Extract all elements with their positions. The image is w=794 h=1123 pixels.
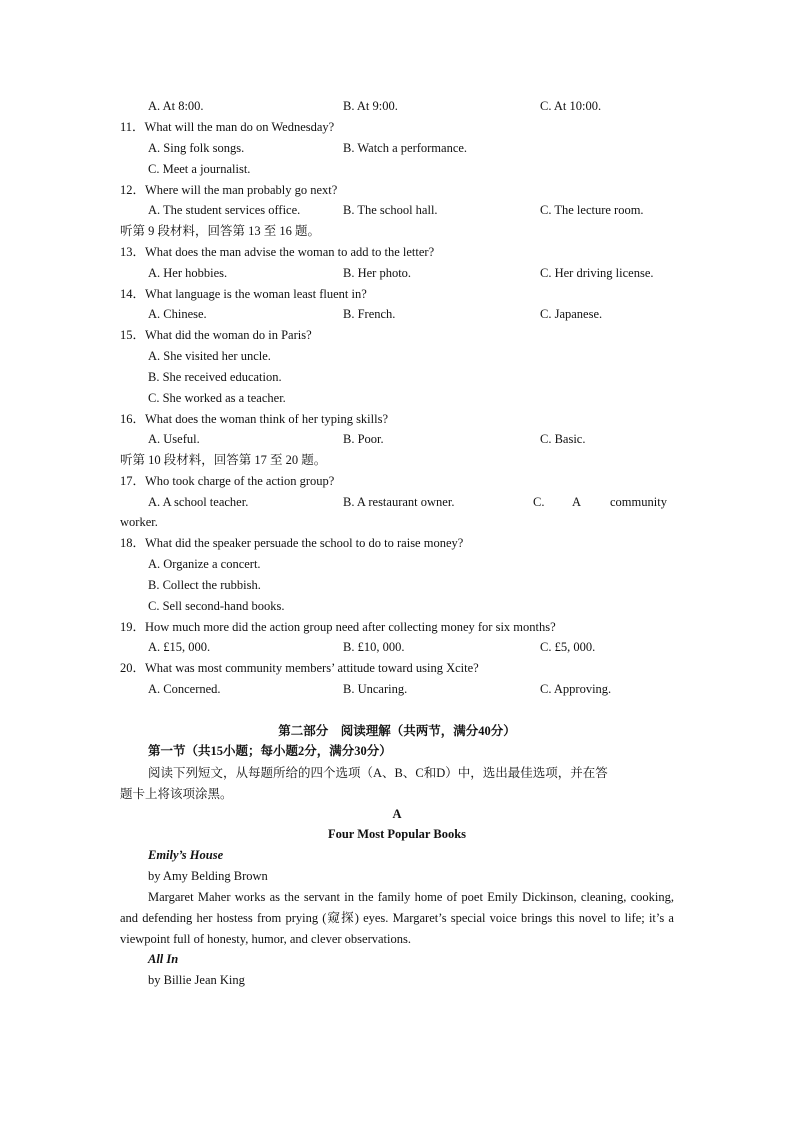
part2-instruction-1: 阅读下列短文，从每题所给的四个选项（A、B、C和D）中，选出最佳选项，并在答 xyxy=(148,766,608,780)
part2-title: 第二部分 阅读理解（共两节，满分40分） xyxy=(278,724,516,738)
q20-option-a: A. Concerned. xyxy=(148,682,221,696)
section9-line xyxy=(0,221,794,242)
book2-title: All In xyxy=(148,952,179,966)
q18-stem: 18．What did the speaker persuade the school to do to raise money? xyxy=(120,536,464,550)
section10-instruction: 听第 10 段材料，回答第 17 至 20 题。 xyxy=(120,453,327,467)
q20-stem: 20．What was most community members’ attitude toward using Xcite? xyxy=(120,661,479,675)
part2-instruction-line1 xyxy=(0,763,794,784)
q19-options xyxy=(0,637,794,658)
q10-option-c: C. At 10:00. xyxy=(540,99,602,113)
q19-option-a: A. £15, 000. xyxy=(148,640,211,654)
q19-option-b: B. £10, 000. xyxy=(343,640,405,654)
q18-option-a-line xyxy=(0,554,794,575)
q16-option-b: B. Poor. xyxy=(343,432,384,446)
q14-option-c: C. Japanese. xyxy=(540,307,603,321)
q18-option-c: C. Sell second-hand books. xyxy=(148,599,285,613)
q11-option-c: C. Meet a journalist. xyxy=(148,162,251,176)
q15-option-b-line xyxy=(0,367,794,388)
q13-options xyxy=(0,263,794,284)
q18-option-c-line xyxy=(0,596,794,617)
q13-option-c: C. Her driving license. xyxy=(540,266,654,280)
q17-option-c-wrap: worker. xyxy=(120,515,158,529)
q20-stem-line xyxy=(0,658,794,679)
q18-stem-line xyxy=(0,533,794,554)
book2-title-line xyxy=(0,949,794,970)
q10-options xyxy=(0,96,794,117)
q20-option-c: C. Approving. xyxy=(540,682,612,696)
book1-title-line xyxy=(0,845,794,866)
q17-option-c-letter: C. xyxy=(533,495,545,509)
q15-option-b: B. She received education. xyxy=(148,370,282,384)
passage-letter-line xyxy=(0,804,794,825)
part2-section1-heading: 第一节（共15小题；每小题2分，满分30分） xyxy=(148,744,392,758)
q11-options xyxy=(0,138,794,159)
passage-title-line xyxy=(0,824,794,845)
q13-option-b: B. Her photo. xyxy=(343,266,412,280)
q18-option-b: B. Collect the rubbish. xyxy=(148,578,261,592)
q17-options xyxy=(0,492,794,513)
q14-options xyxy=(0,304,794,325)
q13-stem: 13．What does the man advise the woman to add to the letter? xyxy=(120,245,435,259)
q15-stem: 15．What did the woman do in Paris? xyxy=(120,328,312,342)
part2-title-line xyxy=(0,721,794,742)
part2-instruction-line2 xyxy=(0,784,794,805)
part2-section1-line xyxy=(0,741,794,762)
q10-option-a: A. At 8:00. xyxy=(148,99,204,113)
book1-description: Margaret Maher works as the servant in the family home of poet Emily Dickinson, cleaning, cooking, and defending her hostess from prying (窥探) eyes. Margaret’s special voice brings this novel to life; it’s a viewpoint full of honesty, humor, and clever observations. xyxy=(120,890,674,946)
q16-option-a: A. Useful. xyxy=(148,432,200,446)
q14-stem: 14．What language is the woman least fluent in? xyxy=(120,287,367,301)
q11-option-b: B. Watch a performance. xyxy=(343,141,468,155)
q18-option-b-line xyxy=(0,575,794,596)
passage-title: Four Most Popular Books xyxy=(327,827,467,841)
q11-option-a: A. Sing folk songs. xyxy=(148,141,245,155)
q15-option-a-line xyxy=(0,346,794,367)
book2-author-line xyxy=(0,970,794,991)
q17-option-b: B. A restaurant owner. xyxy=(343,495,455,509)
q12-option-a: A. The student services office. xyxy=(148,203,301,217)
q13-option-a: A. Her hobbies. xyxy=(148,266,228,280)
section10-line xyxy=(0,450,794,471)
q12-option-b: B. The school hall. xyxy=(343,203,438,217)
q17-stem-line xyxy=(0,471,794,492)
q12-stem: 12．Where will the man probably go next? xyxy=(120,183,338,197)
book1-author-line xyxy=(0,866,794,887)
q19-stem-line xyxy=(0,617,794,638)
q11-options-2 xyxy=(0,159,794,180)
passage-letter: A xyxy=(392,807,402,821)
q15-option-c-line xyxy=(0,388,794,409)
book2-author: by Billie Jean King xyxy=(148,973,245,987)
part2-instruction-2: 题卡上将该项涂黑。 xyxy=(120,787,233,801)
q11-stem: 11．What will the man do on Wednesday? xyxy=(120,120,335,134)
q16-option-c: C. Basic. xyxy=(540,432,586,446)
book1-author: by Amy Belding Brown xyxy=(148,869,268,883)
q20-options xyxy=(0,679,794,700)
q13-stem-line xyxy=(0,242,794,263)
q18-option-a: A. Organize a concert. xyxy=(148,557,261,571)
q19-stem: 19．How much more did the action group need after collecting money for six months? xyxy=(120,620,556,634)
q15-option-a: A. She visited her uncle. xyxy=(148,349,271,363)
q12-stem-line xyxy=(0,180,794,201)
q17-stem: 17．Who took charge of the action group? xyxy=(120,474,335,488)
q20-option-b: B. Uncaring. xyxy=(343,682,408,696)
q12-option-c: C. The lecture room. xyxy=(540,203,644,217)
q14-stem-line xyxy=(0,284,794,305)
q14-option-a: A. Chinese. xyxy=(148,307,207,321)
q16-stem: 16．What does the woman think of her typing skills? xyxy=(120,412,389,426)
q16-stem-line xyxy=(0,409,794,430)
q15-stem-line xyxy=(0,325,794,346)
q15-option-c: C. She worked as a teacher. xyxy=(148,391,286,405)
book1-title: Emily’s House xyxy=(148,848,224,862)
q11-stem-line xyxy=(0,117,794,138)
q14-option-b: B. French. xyxy=(343,307,396,321)
q16-options xyxy=(0,429,794,450)
q17-option-c-article: A xyxy=(572,495,582,509)
q10-option-b: B. At 9:00. xyxy=(343,99,398,113)
section9-instruction: 听第 9 段材料，回答第 13 至 16 题。 xyxy=(120,224,321,238)
q17-option-c-word: community xyxy=(610,495,667,509)
q12-options xyxy=(0,200,794,221)
q17-options-wrap xyxy=(0,512,794,533)
q17-option-a: A. A school teacher. xyxy=(148,495,249,509)
q19-option-c: C. £5, 000. xyxy=(540,640,596,654)
